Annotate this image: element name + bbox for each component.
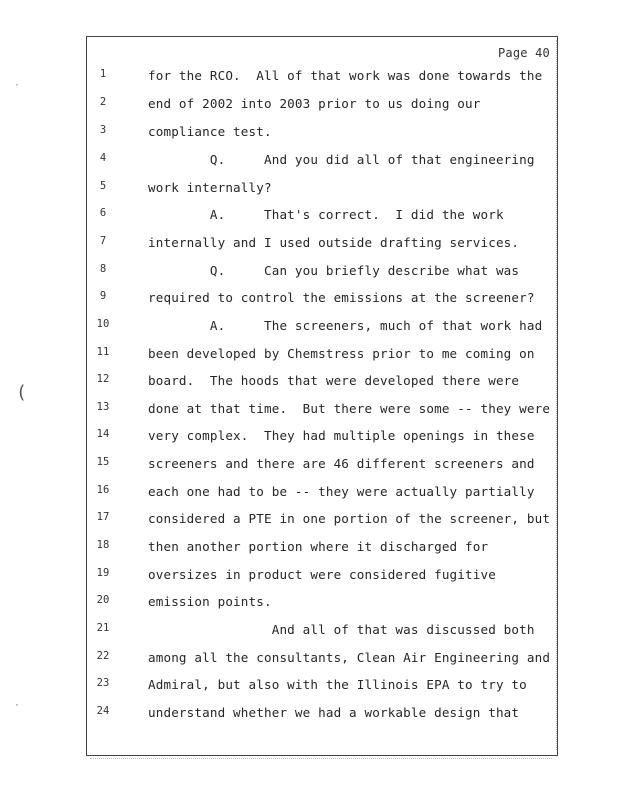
line-text: Q. And you did all of that engineering <box>148 152 535 167</box>
transcript-line <box>0 124 618 144</box>
line-text: considered a PTE in one portion of the screener, but <box>148 511 551 526</box>
line-text: screeners and there are 46 different screeners and <box>148 456 535 471</box>
line-text: And all of that was discussed both <box>148 622 535 637</box>
line-number: 6 <box>99 207 107 219</box>
transcript-line <box>0 456 618 476</box>
transcript-line <box>0 511 618 531</box>
line-text: for the RCO. All of that work was done towards the <box>148 68 543 83</box>
line-number: 22 <box>96 650 110 662</box>
line-text: work internally? <box>148 180 272 195</box>
margin-scan-mark: · <box>14 80 21 91</box>
line-text: A. The screeners, much of that work had <box>148 318 543 333</box>
line-number: 10 <box>96 318 110 330</box>
line-number: 2 <box>99 96 107 108</box>
line-number: 18 <box>96 539 110 551</box>
transcript-line <box>0 96 618 116</box>
line-number: 15 <box>96 456 110 468</box>
line-number: 23 <box>96 677 110 689</box>
line-text: end of 2002 into 2003 prior to us doing our <box>148 96 481 111</box>
transcript-line <box>0 346 618 366</box>
transcript-line <box>0 318 618 338</box>
transcript-line <box>0 207 618 227</box>
transcript-line <box>0 650 618 670</box>
line-text: among all the consultants, Clean Air Engineering and <box>148 650 551 665</box>
line-text: Q. Can you briefly describe what was <box>148 263 520 278</box>
line-text: internally and I used outside drafting services. <box>148 235 520 250</box>
line-number: 19 <box>96 567 110 579</box>
transcript-line <box>0 401 618 421</box>
line-text: compliance test. <box>148 124 272 139</box>
line-number: 16 <box>96 484 110 496</box>
transcript-line <box>0 290 618 310</box>
line-number: 17 <box>96 511 110 523</box>
line-number: 1 <box>99 68 107 80</box>
page-number: Page 40 <box>498 46 550 60</box>
margin-scan-mark: · <box>14 700 21 711</box>
line-text: then another portion where it discharged for <box>148 539 489 554</box>
line-text: each one had to be -- they were actually partially <box>148 484 535 499</box>
line-number: 5 <box>99 180 107 192</box>
line-number: 13 <box>96 401 110 413</box>
line-number: 14 <box>96 428 110 440</box>
line-text: emission points. <box>148 594 272 609</box>
line-text: very complex. They had multiple openings in these <box>148 428 535 443</box>
transcript-line <box>0 263 618 283</box>
line-number: 3 <box>99 124 107 136</box>
line-text: done at that time. But there were some -- they were <box>148 401 551 416</box>
line-number: 20 <box>96 594 110 606</box>
transcript-line <box>0 428 618 448</box>
line-text: been developed by Chemstress prior to me coming on <box>148 346 535 361</box>
line-number: 12 <box>96 373 110 385</box>
margin-scan-mark: ( <box>16 382 27 403</box>
transcript-line <box>0 594 618 614</box>
transcript-line <box>0 152 618 172</box>
transcript-line <box>0 484 618 504</box>
transcript-line <box>0 539 618 559</box>
line-number: 9 <box>99 290 107 302</box>
transcript-line <box>0 677 618 697</box>
line-number: 7 <box>99 235 107 247</box>
transcript-line <box>0 622 618 642</box>
line-number: 4 <box>99 152 107 164</box>
transcript-line <box>0 68 618 88</box>
line-number: 11 <box>96 346 110 358</box>
transcript-line <box>0 235 618 255</box>
transcript-line <box>0 705 618 725</box>
line-number: 21 <box>96 622 110 634</box>
line-text: oversizes in product were considered fugitive <box>148 567 496 582</box>
line-text: understand whether we had a workable design that <box>148 705 520 720</box>
transcript-line <box>0 373 618 393</box>
line-number: 8 <box>99 263 107 275</box>
line-number: 24 <box>96 705 110 717</box>
line-text: board. The hoods that were developed there were <box>148 373 520 388</box>
transcript-line <box>0 180 618 200</box>
line-text: required to control the emissions at the screener? <box>148 290 535 305</box>
transcript-line <box>0 567 618 587</box>
line-text: Admiral, but also with the Illinois EPA to try to <box>148 677 527 692</box>
footer-scan-artifact <box>90 758 552 759</box>
line-text: A. That's correct. I did the work <box>148 207 504 222</box>
